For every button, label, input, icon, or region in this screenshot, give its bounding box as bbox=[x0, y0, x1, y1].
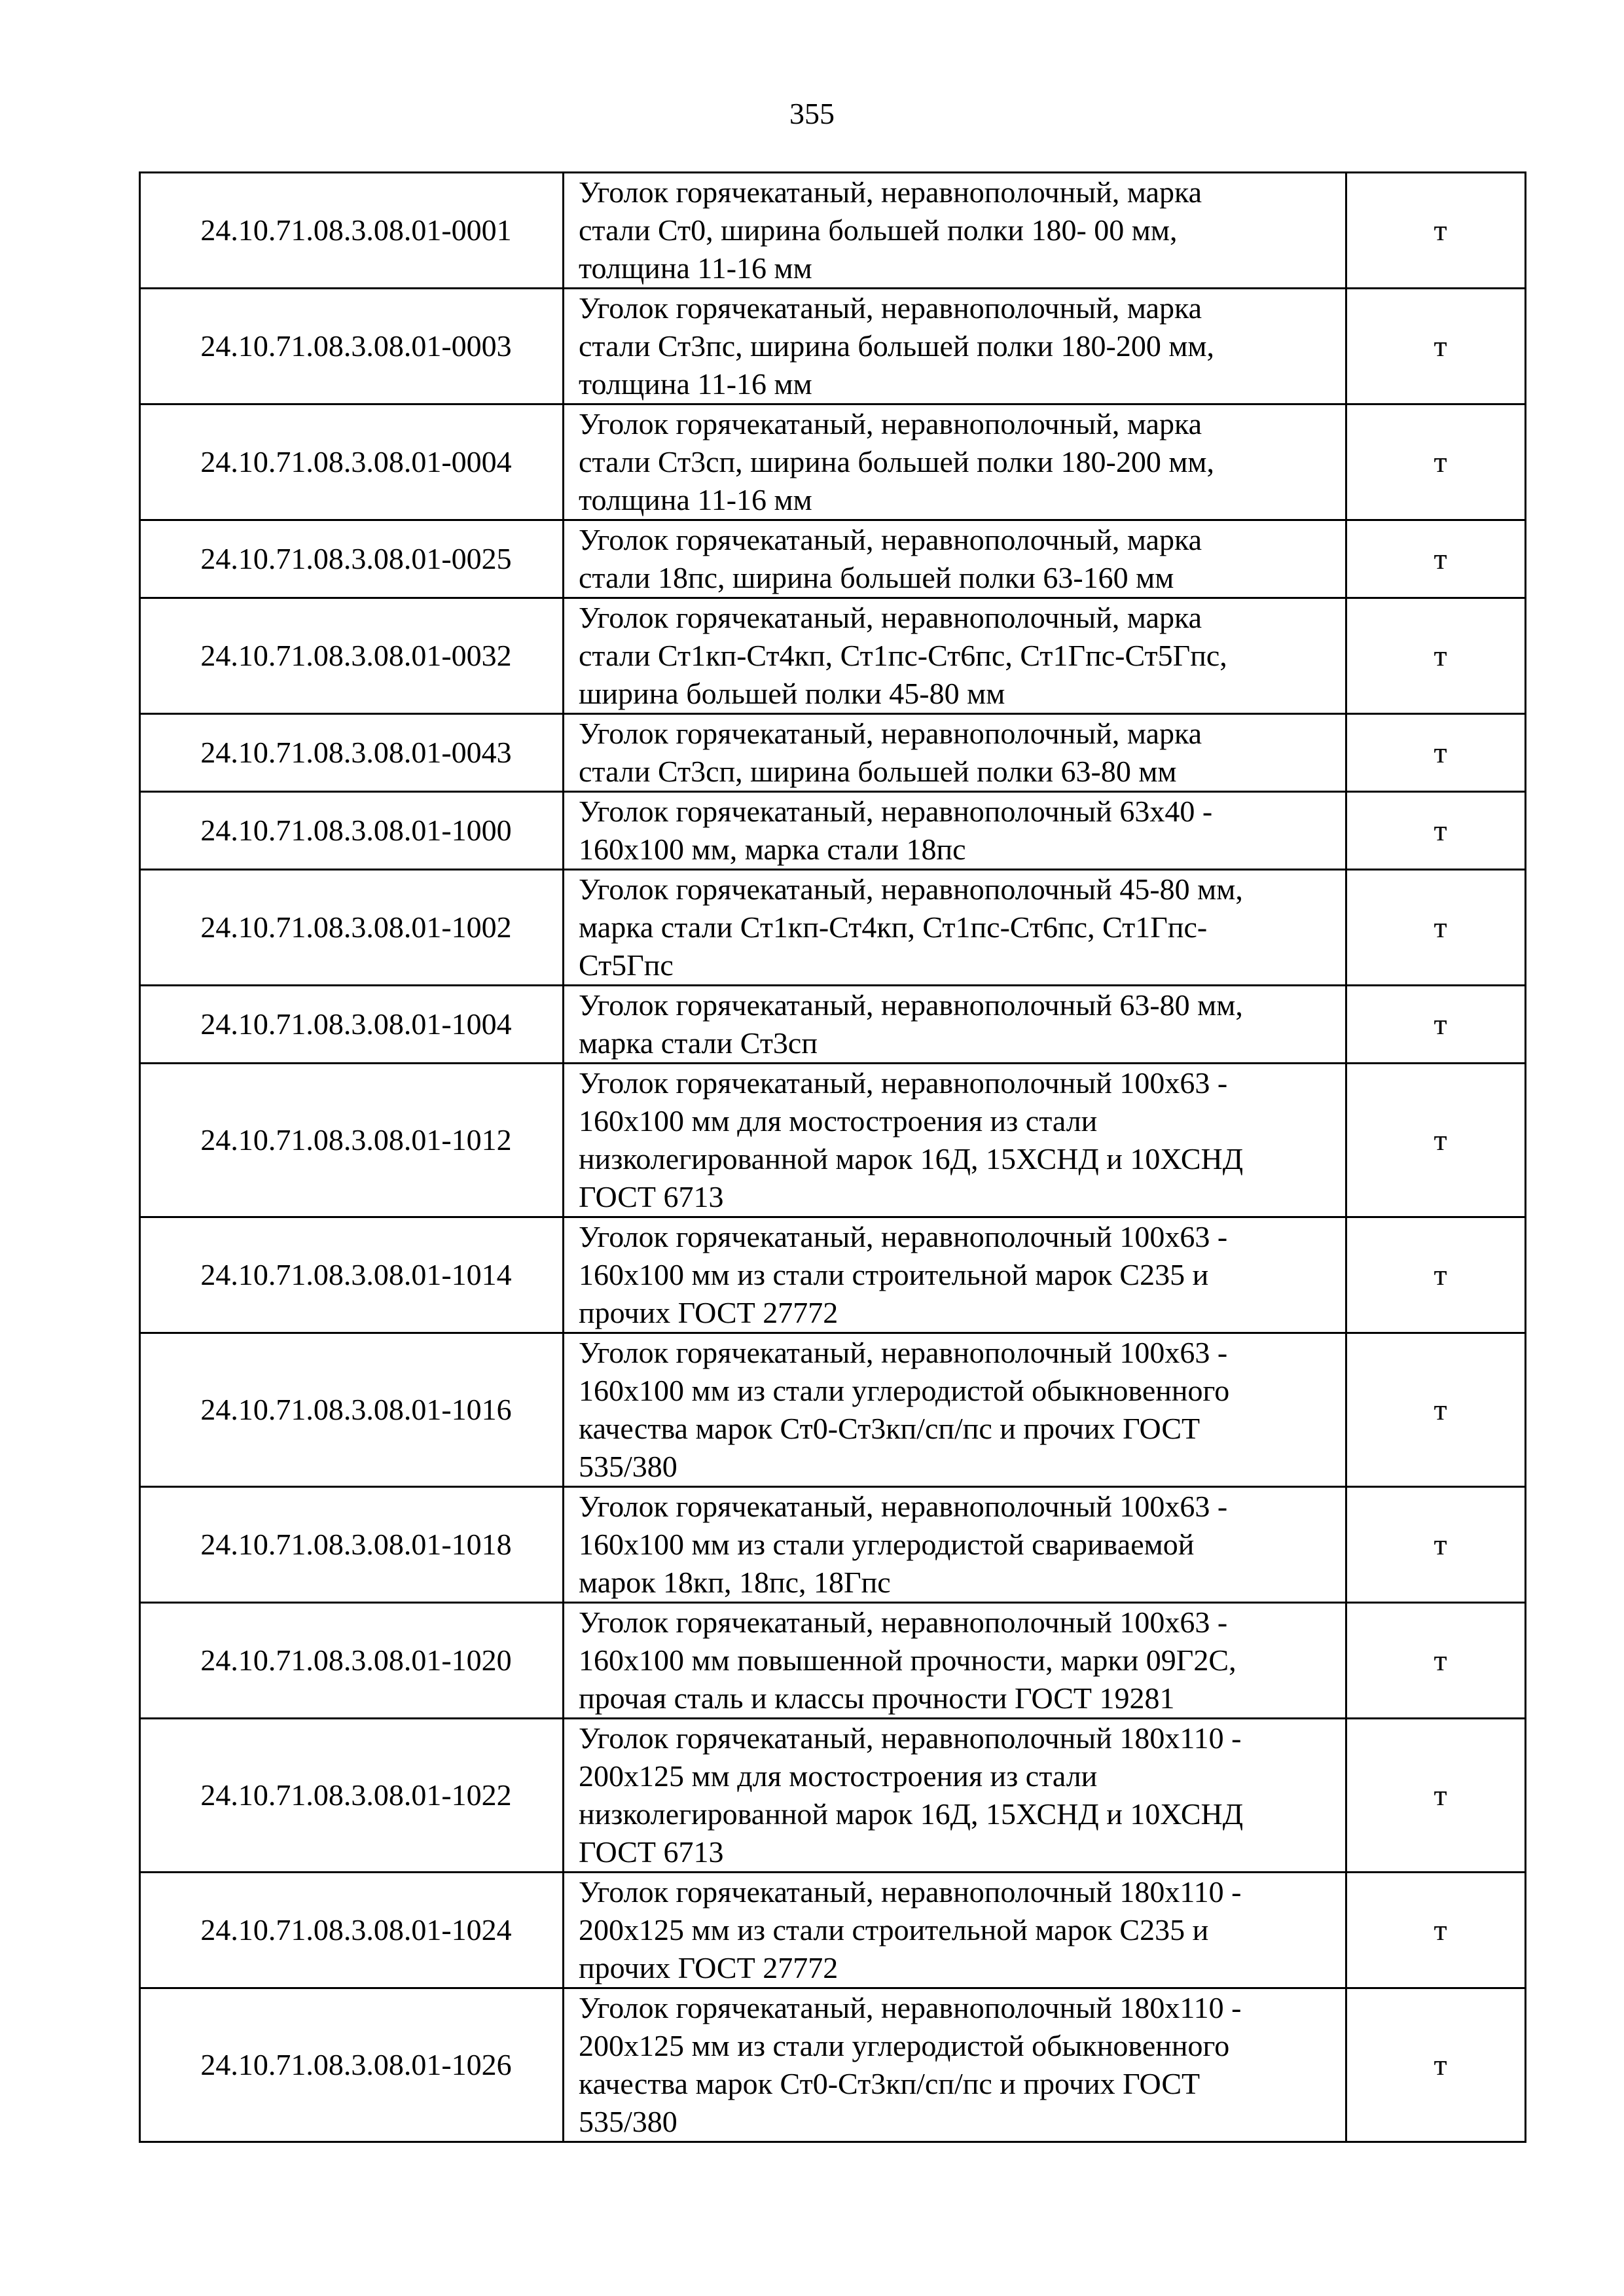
page-number: 355 bbox=[789, 97, 835, 130]
description-line: 160х100 мм из стали строительной марок С235 и bbox=[579, 1258, 1209, 1291]
table-row bbox=[140, 1719, 1526, 1873]
resource-description-cell bbox=[564, 520, 1346, 598]
description-line: толщина 11-16 мм bbox=[579, 367, 812, 401]
description-line: стали Ст0, ширина большей полки 180- 00 мм, bbox=[579, 213, 1178, 247]
description-line: 200х125 мм для мостостроения из стали bbox=[579, 1759, 1098, 1793]
description-line: стали Ст1кп-Ст4кп, Ст1пс-Ст6пс, Ст1Гпс-Ст5Гпс, bbox=[579, 639, 1227, 672]
description-line: Уголок горячекатаный, неравнополочный 100х63 - bbox=[579, 1490, 1228, 1523]
resource-code-cell: 24.10.71.08.3.08.01-1004 bbox=[140, 986, 564, 1064]
resource-code-cell: 24.10.71.08.3.08.01-1022 bbox=[140, 1719, 564, 1873]
resource-code-cell: 24.10.71.08.3.08.01-1002 bbox=[140, 870, 564, 986]
description-line: Уголок горячекатаный, неравнополочный 180х110 - bbox=[579, 1875, 1242, 1909]
resource-description-cell bbox=[564, 1988, 1346, 2142]
description-line: Уголок горячекатаный, неравнополочный 100х63 - bbox=[579, 1605, 1228, 1639]
resource-code-cell: 24.10.71.08.3.08.01-1016 bbox=[140, 1333, 564, 1487]
description-line: прочих ГОСТ 27772 bbox=[579, 1296, 839, 1329]
table-row bbox=[140, 520, 1526, 598]
resource-description-cell bbox=[564, 1217, 1346, 1333]
description-line: марка стали Ст3сп bbox=[579, 1026, 818, 1060]
table-row bbox=[140, 173, 1526, 289]
unit-cell: т bbox=[1346, 1217, 1526, 1333]
unit-cell: т bbox=[1346, 520, 1526, 598]
resource-description-cell bbox=[564, 1333, 1346, 1487]
description-line: стали Ст3сп, ширина большей полки 180-200 мм, bbox=[579, 445, 1215, 478]
resource-description-cell bbox=[564, 404, 1346, 520]
unit-cell: т bbox=[1346, 1333, 1526, 1487]
description-line: 160х100 мм для мостостроения из стали bbox=[579, 1104, 1098, 1138]
resource-description-cell bbox=[564, 1719, 1346, 1873]
table-row bbox=[140, 598, 1526, 714]
unit-cell: т bbox=[1346, 1487, 1526, 1603]
description-line: 535/380 bbox=[579, 2105, 677, 2138]
unit-cell: т bbox=[1346, 870, 1526, 986]
description-line: толщина 11-16 мм bbox=[579, 483, 812, 516]
unit-cell: т bbox=[1346, 1719, 1526, 1873]
table-row bbox=[140, 1487, 1526, 1603]
description-line: 160х100 мм повышенной прочности, марки 09Г2С, bbox=[579, 1643, 1236, 1677]
description-line: ГОСТ 6713 bbox=[579, 1180, 724, 1213]
description-line: прочих ГОСТ 27772 bbox=[579, 1951, 839, 1984]
table-row bbox=[140, 1064, 1526, 1217]
resource-code-cell: 24.10.71.08.3.08.01-1000 bbox=[140, 792, 564, 870]
resource-code-cell: 24.10.71.08.3.08.01-1024 bbox=[140, 1873, 564, 1988]
description-line: стали Ст3пс, ширина большей полки 180-200 мм, bbox=[579, 329, 1215, 363]
description-line: качества марок Ст0-Ст3кп/сп/пс и прочих ГОСТ bbox=[579, 1412, 1200, 1445]
table-row bbox=[140, 986, 1526, 1064]
table-row bbox=[140, 1873, 1526, 1988]
resource-code-cell: 24.10.71.08.3.08.01-1012 bbox=[140, 1064, 564, 1217]
resource-description-cell bbox=[564, 1873, 1346, 1988]
table-row bbox=[140, 1333, 1526, 1487]
description-line: Уголок горячекатаный, неравнополочный, марка bbox=[579, 291, 1202, 325]
resource-code-cell: 24.10.71.08.3.08.01-0032 bbox=[140, 598, 564, 714]
unit-cell: т bbox=[1346, 1988, 1526, 2142]
description-line: низколегированной марок 16Д, 15ХСНД и 10ХСНД bbox=[579, 1797, 1244, 1831]
resource-description-cell bbox=[564, 986, 1346, 1064]
resource-code-cell: 24.10.71.08.3.08.01-0025 bbox=[140, 520, 564, 598]
unit-cell: т bbox=[1346, 792, 1526, 870]
description-line: Уголок горячекатаный, неравнополочный 180х110 - bbox=[579, 1991, 1242, 2024]
description-line: качества марок Ст0-Ст3кп/сп/пс и прочих ГОСТ bbox=[579, 2067, 1200, 2100]
description-line: Уголок горячекатаный, неравнополочный 45-80 мм, bbox=[579, 872, 1243, 906]
resource-description-cell bbox=[564, 1064, 1346, 1217]
resource-code-cell: 24.10.71.08.3.08.01-0043 bbox=[140, 714, 564, 792]
resource-description-cell bbox=[564, 173, 1346, 289]
table-row bbox=[140, 1603, 1526, 1719]
description-line: Уголок горячекатаный, неравнополочный 100х63 - bbox=[579, 1220, 1228, 1253]
table-row bbox=[140, 792, 1526, 870]
description-line: Уголок горячекатаный, неравнополочный 180х110 - bbox=[579, 1721, 1242, 1755]
description-line: низколегированной марок 16Д, 15ХСНД и 10ХСНД bbox=[579, 1142, 1244, 1175]
table-row bbox=[140, 404, 1526, 520]
unit-cell: т bbox=[1346, 404, 1526, 520]
resource-description-cell bbox=[564, 714, 1346, 792]
description-line: Уголок горячекатаный, неравнополочный, марка bbox=[579, 523, 1202, 556]
description-line: ГОСТ 6713 bbox=[579, 1835, 724, 1869]
resource-code-cell: 24.10.71.08.3.08.01-1018 bbox=[140, 1487, 564, 1603]
table-row bbox=[140, 1217, 1526, 1333]
description-line: Уголок горячекатаный, неравнополочный, марка bbox=[579, 407, 1202, 440]
description-line: Уголок горячекатаный, неравнополочный, марка bbox=[579, 717, 1202, 750]
unit-cell: т bbox=[1346, 173, 1526, 289]
table-row bbox=[140, 289, 1526, 404]
resource-description-cell bbox=[564, 289, 1346, 404]
description-line: Уголок горячекатаный, неравнополочный, марка bbox=[579, 601, 1202, 634]
description-line: 200х125 мм из стали углеродистой обыкновенного bbox=[579, 2029, 1230, 2062]
description-line: стали 18пс, ширина большей полки 63-160 мм bbox=[579, 561, 1174, 594]
table-row bbox=[140, 870, 1526, 986]
unit-cell: т bbox=[1346, 289, 1526, 404]
resource-code-cell: 24.10.71.08.3.08.01-0003 bbox=[140, 289, 564, 404]
description-line: стали Ст3сп, ширина большей полки 63-80 мм bbox=[579, 755, 1177, 788]
resource-code-cell: 24.10.71.08.3.08.01-0004 bbox=[140, 404, 564, 520]
resource-code-cell: 24.10.71.08.3.08.01-1020 bbox=[140, 1603, 564, 1719]
table-body bbox=[140, 173, 1526, 2142]
unit-cell: т bbox=[1346, 1873, 1526, 1988]
resource-code-cell: 24.10.71.08.3.08.01-1014 bbox=[140, 1217, 564, 1333]
description-line: Уголок горячекатаный, неравнополочный, марка bbox=[579, 175, 1202, 209]
table-row bbox=[140, 1988, 1526, 2142]
unit-cell: т bbox=[1346, 986, 1526, 1064]
description-line: 535/380 bbox=[579, 1450, 677, 1483]
description-line: 160х100 мм из стали углеродистой свариваемой bbox=[579, 1528, 1195, 1561]
description-line: марок 18кп, 18пс, 18Гпс bbox=[579, 1566, 891, 1599]
resource-description-cell bbox=[564, 598, 1346, 714]
description-line: ширина большей полки 45-80 мм bbox=[579, 677, 1005, 710]
description-line: Уголок горячекатаный, неравнополочный 100х63 - bbox=[579, 1066, 1228, 1100]
unit-cell: т bbox=[1346, 1064, 1526, 1217]
description-line: марка стали Ст1кп-Ст4кп, Ст1пс-Ст6пс, Ст1Гпс- bbox=[579, 910, 1208, 944]
description-line: 200х125 мм из стали строительной марок С235 и bbox=[579, 1913, 1209, 1946]
description-line: Уголок горячекатаный, неравнополочный 63х40 - bbox=[579, 795, 1213, 828]
resource-description-cell bbox=[564, 870, 1346, 986]
unit-cell: т bbox=[1346, 598, 1526, 714]
resource-description-cell bbox=[564, 1603, 1346, 1719]
description-line: 160х100 мм, марка стали 18пс bbox=[579, 833, 966, 866]
resource-description-cell bbox=[564, 1487, 1346, 1603]
description-line: толщина 11-16 мм bbox=[579, 251, 812, 285]
description-line: Уголок горячекатаный, неравнополочный 100х63 - bbox=[579, 1336, 1228, 1369]
resource-code-cell: 24.10.71.08.3.08.01-1026 bbox=[140, 1988, 564, 2142]
unit-cell: т bbox=[1346, 714, 1526, 792]
description-line: прочая сталь и классы прочности ГОСТ 19281 bbox=[579, 1681, 1175, 1715]
unit-cell: т bbox=[1346, 1603, 1526, 1719]
table-row bbox=[140, 714, 1526, 792]
description-line: 160х100 мм из стали углеродистой обыкновенного bbox=[579, 1374, 1230, 1407]
resource-code-cell: 24.10.71.08.3.08.01-0001 bbox=[140, 173, 564, 289]
description-line: Уголок горячекатаный, неравнополочный 63-80 мм, bbox=[579, 988, 1243, 1022]
resource-table bbox=[139, 171, 1526, 2143]
resource-description-cell bbox=[564, 792, 1346, 870]
description-line: Ст5Гпс bbox=[579, 948, 674, 982]
